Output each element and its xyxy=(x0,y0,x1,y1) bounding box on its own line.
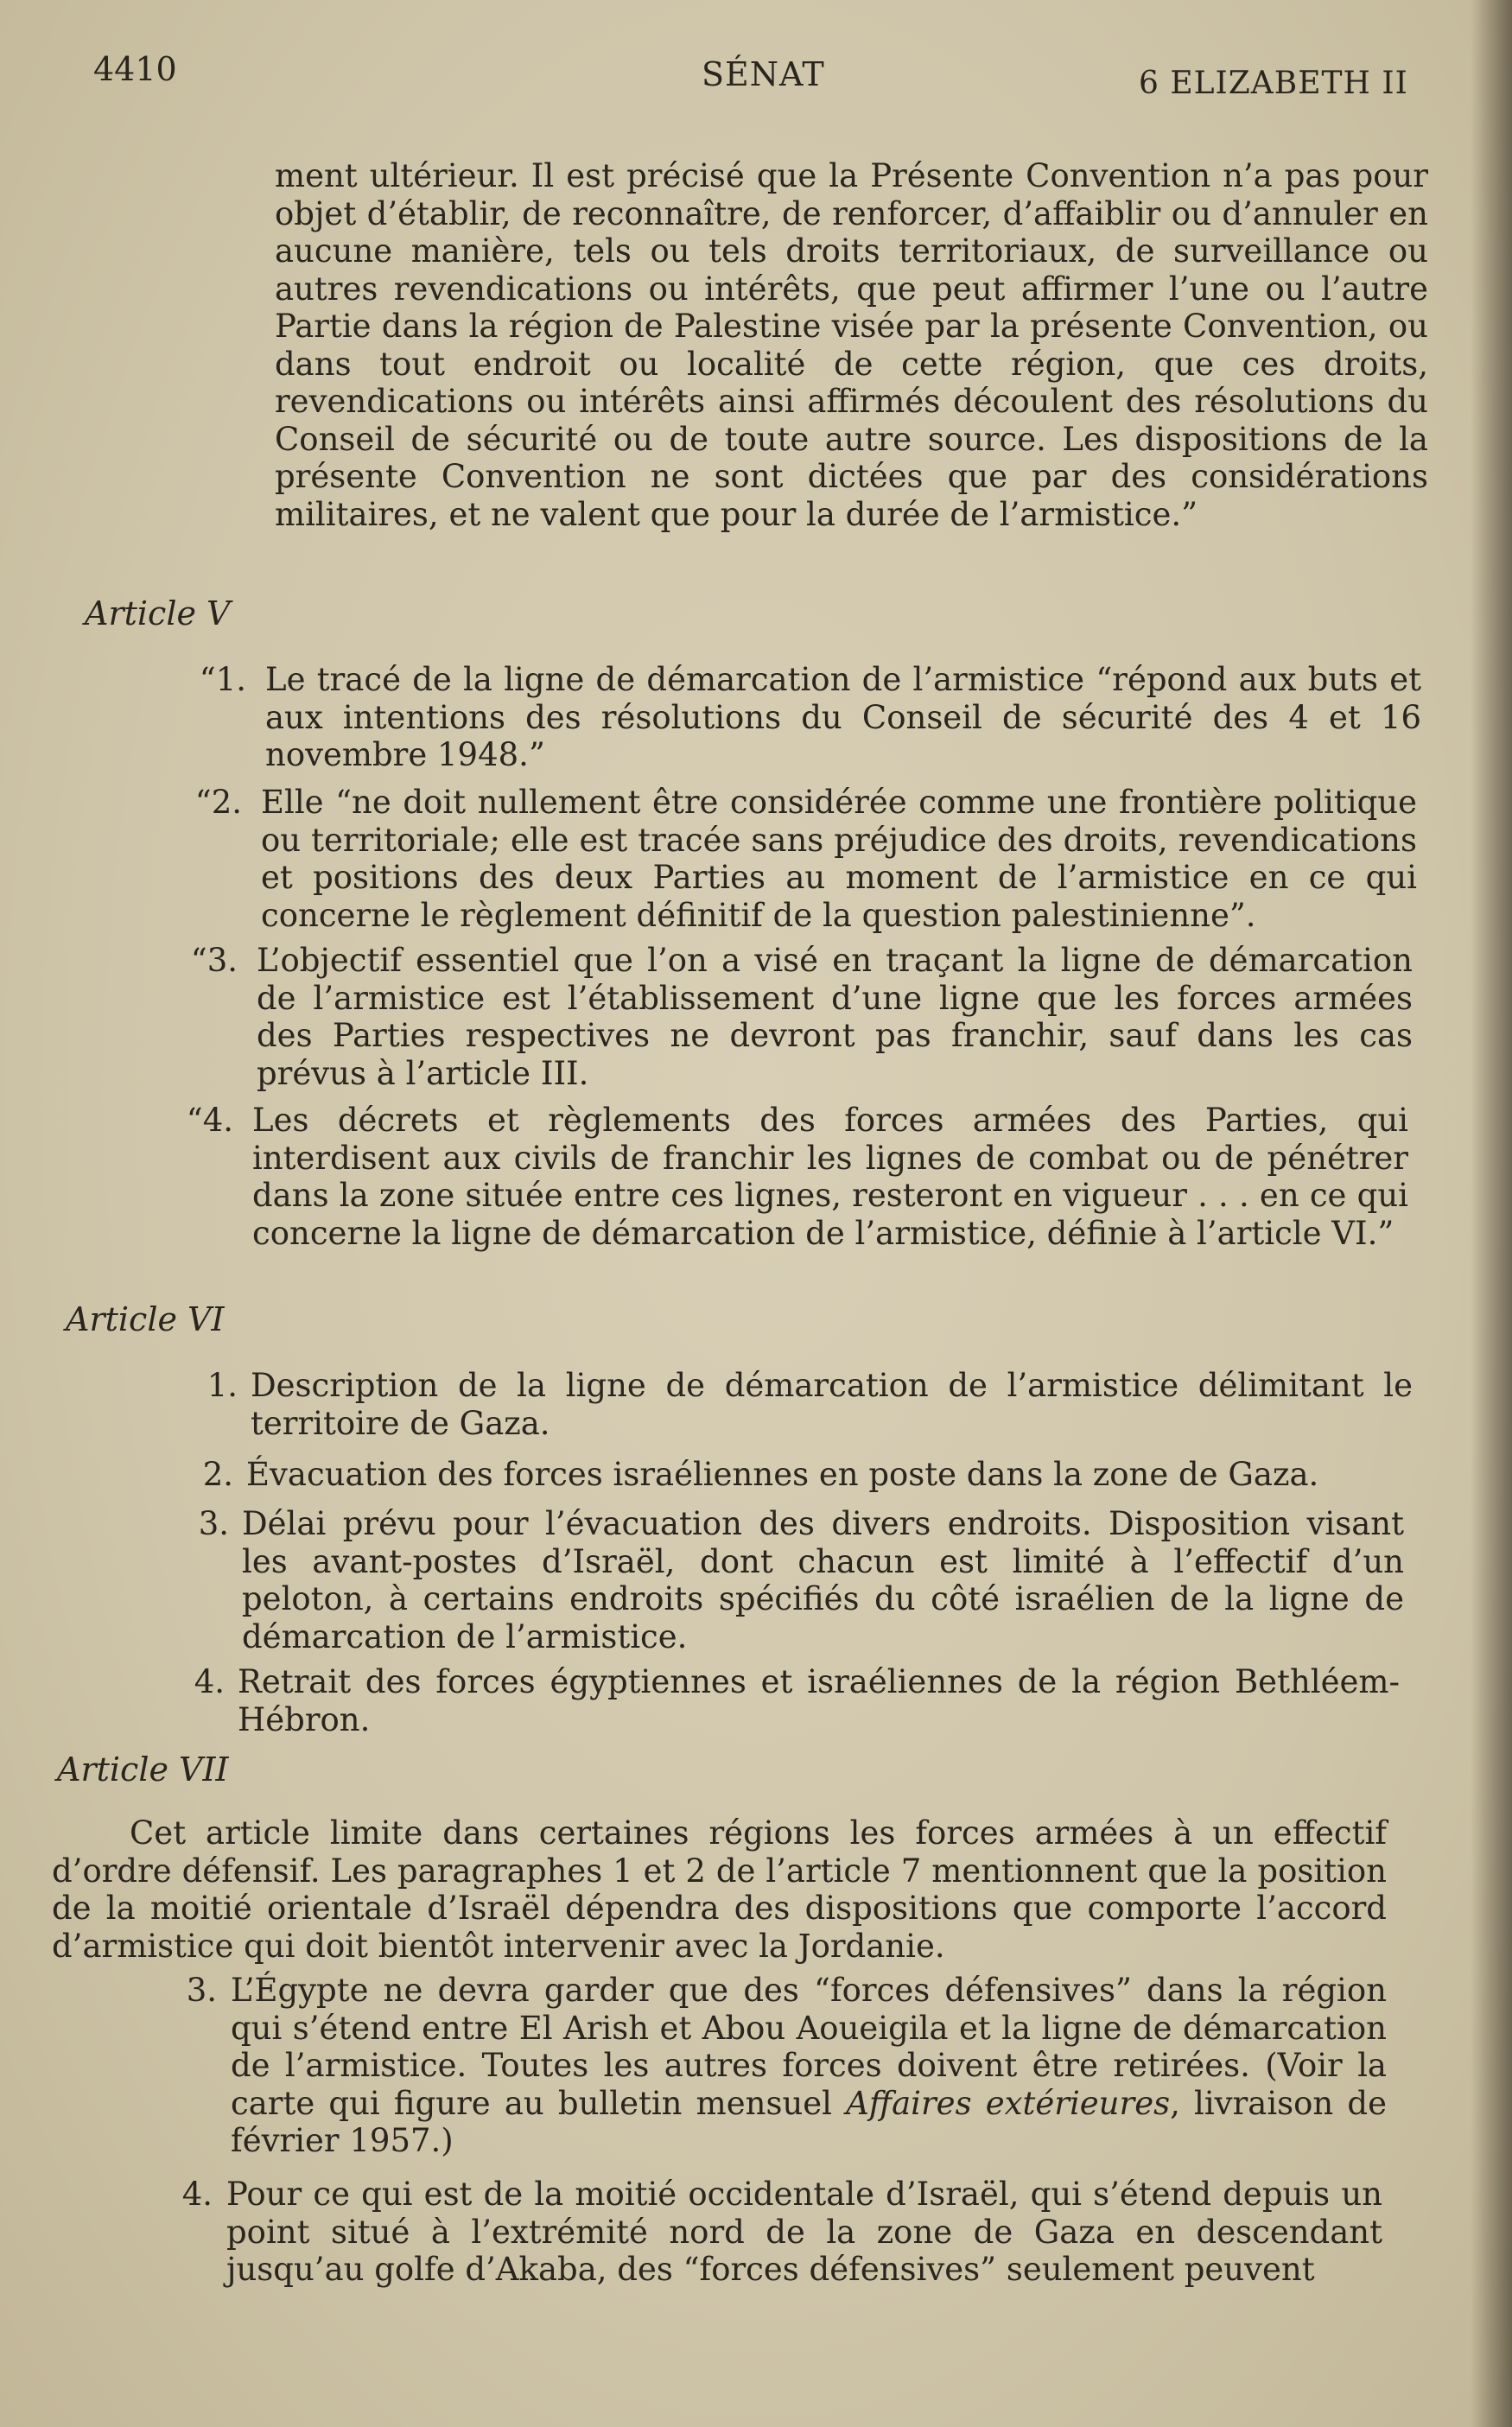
item-number: 2. xyxy=(202,1456,233,1493)
article-v-heading: Article V xyxy=(85,594,231,632)
article-vii-paragraph: Cet article limite dans certaines régions les forces armées à un effectif d’ordre défensif. Les paragraphes 1 et 2 de l’article 7 mentionnent que la position de la moitié orientale d’Israël dépendra des dispositions que comporte l’accord d’armistice qui doit bientôt intervenir avec la Jordanie. xyxy=(52,1814,1387,1965)
item-number: 4. xyxy=(181,2176,213,2213)
item-text-part: , livraison de février 1957.) xyxy=(231,2084,1387,2159)
article-vi-heading: Article VI xyxy=(66,1300,225,1338)
item-number: “3. xyxy=(190,942,238,979)
item-text: Le tracé de la ligne de démarcation de l’armistice “répond aux buts et aux intentions des résolutions du Conseil de sécurité des 4 et 16 novembre 1948.” xyxy=(265,661,1421,773)
article-v-item-3 xyxy=(186,942,1413,1097)
article-vi-item-1 xyxy=(194,1367,1413,1453)
article-v-item-1 xyxy=(194,661,1421,782)
intro-paragraph: ment ultérieur. Il est précisé que la Présente Convention n’a pas pour objet d’établir, de reconnaître, de renforcer, d’affaiblir ou d’annuler en aucune manière, tels ou tels droits territoriaux, de surveillance ou autres revendications ou intérêts, que peut affirmer l’une ou l’autre Partie dans la région de Palestine visée par la présente Convention, ou dans tout endroit ou localité de cette région, que ces droits, revendications ou intérêts ainsi affirmés découlent des résolutions du Conseil de sécurité ou de toute autre source. Les dispositions de la présente Convention ne sont dictées que par des considérations militaires, et ne valent que pour la durée de l’armistice.” xyxy=(275,157,1428,533)
item-number: “4. xyxy=(186,1102,233,1139)
header-title: SÉNAT xyxy=(702,55,825,93)
article-vii-heading: Article VII xyxy=(57,1750,229,1788)
article-v-item-4 xyxy=(181,1102,1408,1274)
item-text: Les décrets et règlements des forces armées des Parties, qui interdisent aux civils de franchir les lignes de combat ou de pénétrer dans la zone située entre ces lignes, resteront en vigueur . . . en ce qui concerne la ligne de démarcation de l’armistice, définie à l’article VI.” xyxy=(252,1102,1408,1252)
item-number: “2. xyxy=(194,784,242,821)
page-header xyxy=(0,50,1512,102)
page-number: 4410 xyxy=(93,50,177,88)
article-vi-item-2 xyxy=(190,1456,1408,1503)
article-v-item-2 xyxy=(190,784,1417,948)
item-text-part: L’Égypte ne devra garder que des “forces défensives” dans la région qui s’étend entre El Arish et Abou Aoueigila et la ligne de démarcation de l’armistice. Toutes les autres forces doivent être retirées. (Voir la carte qui figure au bulletin mensuel xyxy=(231,1972,1387,2122)
header-regnal-year: 6 ELIZABETH II xyxy=(1139,66,1408,101)
item-number: “1. xyxy=(199,661,246,698)
article-vi-item-3 xyxy=(186,1505,1404,1665)
item-text: Évacuation des forces israéliennes en poste dans la zone de Gaza. xyxy=(246,1456,1319,1493)
item-text: Elle “ne doit nullement être considérée comme une frontière politique ou territoriale; elle est tracée sans préjudice des droits, revendications et positions des deux Parties au moment de l’armistice en ce qui concerne le règlement définitif de la question palestinienne”. xyxy=(261,784,1417,934)
item-text: Retrait des forces égyptiennes et israéliennes de la région Bethléem-Hébron. xyxy=(238,1663,1400,1738)
item-number: 4. xyxy=(194,1663,225,1700)
publication-title: Affaires extérieures xyxy=(846,2084,1171,2122)
item-text xyxy=(231,1972,1387,2160)
item-number: 3. xyxy=(186,1972,217,2009)
item-number: 3. xyxy=(198,1505,229,1542)
article-vii-item-4 xyxy=(173,2176,1382,2297)
item-text: Description de la ligne de démarcation de l’armistice délimitant le territoire de Gaza. xyxy=(251,1367,1413,1442)
item-text: L’objectif essentiel que l’on a visé en traçant la ligne de démarcation de l’armistice est l’établissement d’une ligne que les forces armées des Parties respectives ne devront pas franchir, sauf dans les cas prévus à l’article III. xyxy=(257,942,1413,1092)
article-vii-item-3 xyxy=(177,1972,1387,2170)
item-text: Pour ce qui est de la moitié occidentale d’Israël, qui s’étend depuis un point situé à l’extrémité nord de la zone de Gaza en descendant jusqu’au golfe d’Akaba, des “forces défensives” seulement peuvent xyxy=(226,2176,1382,2288)
book-spine-shadow xyxy=(1471,0,1512,2427)
item-number: 1. xyxy=(206,1367,238,1404)
article-vi-item-4 xyxy=(181,1663,1400,1750)
item-text: Délai prévu pour l’évacuation des divers endroits. Disposition visant les avant-postes d’Israël, dont chacun est limité à l’effectif d’un peloton, à certains endroits spécifiés du côté israélien de la ligne de démarcation de l’armistice. xyxy=(242,1505,1404,1655)
